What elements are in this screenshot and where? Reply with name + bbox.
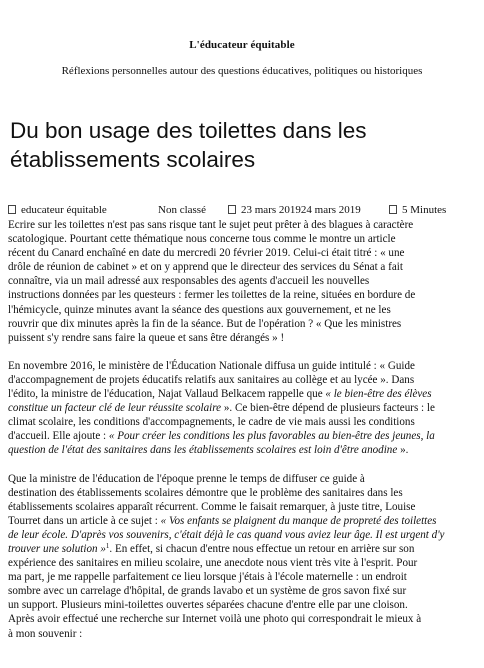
paragraph-problem bbox=[8, 472, 480, 641]
meta-reading-time bbox=[389, 204, 446, 216]
text-line: scatologique. Pourtant cette thématique nous concerne tous comme le montre un article bbox=[8, 233, 396, 246]
post-title-line: Du bon usage des toilettes dans les bbox=[10, 118, 367, 143]
paragraph-guide bbox=[8, 359, 480, 458]
text-line: destination des établissements scolaires démontre que le problème des sanitaires dans les bbox=[8, 486, 403, 499]
text-line: puissent s'y rendre sans faire la queue et sans être dérangés » ! bbox=[8, 331, 285, 344]
meta-dates-link[interactable]: 23 mars 201924 mars 2019 bbox=[241, 204, 361, 216]
text-line: Après avoir effectué une recherche sur Internet voilà une photo qui correspondrait le mieux à bbox=[8, 613, 422, 626]
text-line: expérience des sanitaires en milieu scolaire, une anecdote nous vient très vite à l'esprit. Pour bbox=[8, 557, 418, 570]
quote-run: « Vos enfants se plaignent du manque de propreté des toilettes bbox=[160, 514, 437, 527]
quote-line: de leur école. D'après vos souvenirs, c'était déjà le cas quand vous aviez leur âge. Il est urgent d'y bbox=[8, 528, 445, 541]
text-line: à mon souvenir : bbox=[8, 627, 83, 640]
meta-dates[interactable] bbox=[228, 204, 361, 216]
text-line: l'hémicycle, quinze minutes avant la séance des questions aux gouvernement, et ne les bbox=[8, 303, 391, 316]
text-line bbox=[8, 443, 480, 457]
text-line bbox=[8, 514, 480, 528]
text-line: connaître, via un mail adressé aux responsables des agents d'accueil les nouvelles bbox=[8, 275, 370, 288]
site-title[interactable]: L'éducateur équitable bbox=[189, 39, 295, 51]
quote-run: « Pour créer les conditions les plus favorables au bien-être des jeunes, la bbox=[108, 430, 435, 443]
quote-run: trouver une solution » bbox=[8, 542, 106, 555]
quote-run: « le bien-être des élèves bbox=[325, 388, 432, 401]
post-title bbox=[10, 116, 480, 174]
text-line bbox=[8, 387, 480, 401]
user-icon bbox=[8, 205, 16, 214]
text-line: d'accompagnement de projets éducatifs relatifs aux sanitaires au collège et au lycée ». Dans bbox=[8, 373, 415, 386]
text-line: En novembre 2016, le ministère de l'Éducation Nationale diffusa un guide intitulé : « Guide bbox=[8, 359, 415, 372]
text-line: récent du Canard enchaîné en date du mercredi 20 février 2019. Celui-ci était titré : « une bbox=[8, 247, 405, 260]
text-run: ». bbox=[397, 444, 409, 457]
text-line: Que la ministre de l'éducation de l'époque prenne le temps de diffuser ce guide à bbox=[8, 472, 365, 485]
meta-category[interactable] bbox=[158, 204, 206, 216]
text-line: sombre avec un carrelage d'hôpital, de grands lavabo et un système de gros savon fixé sur bbox=[8, 585, 407, 598]
text-line: un support. Plusieurs mini-toilettes ouvertes séparées chacune d'entre elle par une cloison. bbox=[8, 599, 408, 612]
text-line: ma part, je me rappelle parfaitement ce lieu lorsque j'étais à l'école maternelle : un endroit bbox=[8, 571, 407, 584]
site-tagline: Réflexions personnelles autour des questions éducatives, politiques ou historiques bbox=[61, 65, 423, 77]
text-line: rouvrir que dix minutes après la fin de la séance. But de l'opération ? « Que les ministres bbox=[8, 317, 402, 330]
clock-icon bbox=[389, 205, 397, 214]
meta-author-link[interactable]: educateur équitable bbox=[21, 204, 107, 216]
meta-author[interactable] bbox=[8, 204, 107, 216]
text-run: . En effet, si chacun d'entre nous effectue un retour en arrière sur son bbox=[109, 542, 415, 555]
text-line bbox=[8, 401, 480, 415]
meta-reading-time-text: 5 Minutes bbox=[402, 204, 447, 216]
text-run: d'accueil. Elle ajoute : bbox=[8, 430, 109, 443]
text-run: Tourret dans un article à ce sujet : bbox=[8, 514, 161, 527]
paragraph-intro bbox=[8, 218, 480, 345]
text-run: ». Ce bien-être dépend de plusieurs facteurs : le bbox=[221, 402, 435, 415]
text-line: établissements scolaires apparaît récurrent. Comme le faisait remarquer, à juste titre, Louise bbox=[8, 500, 416, 513]
meta-category-link[interactable]: Non classé bbox=[158, 204, 206, 216]
quote-run: constitue un facteur clé de leur réussite scolaire bbox=[8, 402, 222, 415]
post-meta bbox=[8, 204, 482, 218]
footnote-link[interactable]: 1 bbox=[105, 541, 110, 550]
post-content bbox=[8, 218, 480, 655]
text-run: l'édito, la ministre de l'éducation, Najat Vallaud Belkacem rappelle que bbox=[8, 388, 326, 401]
quote-run: question de l'état des sanitaires dans les établissements scolaires est loin d'être anodine bbox=[8, 444, 398, 457]
text-line: drôle de réunion de cabinet » et on y apprend que le directeur des services du Sénat a fait bbox=[8, 261, 403, 274]
text-line bbox=[8, 542, 480, 556]
text-line: climat scolaire, les conditions d'accompagnements, le cadre de vie mais aussi les conditions bbox=[8, 416, 415, 429]
post-title-line: établissements scolaires bbox=[10, 147, 256, 172]
text-line: instructions données par les questeurs : fermer les toilettes de la reine, situées en bordure de bbox=[8, 289, 416, 302]
text-line bbox=[8, 429, 480, 443]
calendar-icon bbox=[228, 205, 236, 214]
text-line: Ecrire sur les toilettes n'est pas sans risque tant le sujet peut prêter à des blagues à caractère bbox=[8, 219, 414, 231]
